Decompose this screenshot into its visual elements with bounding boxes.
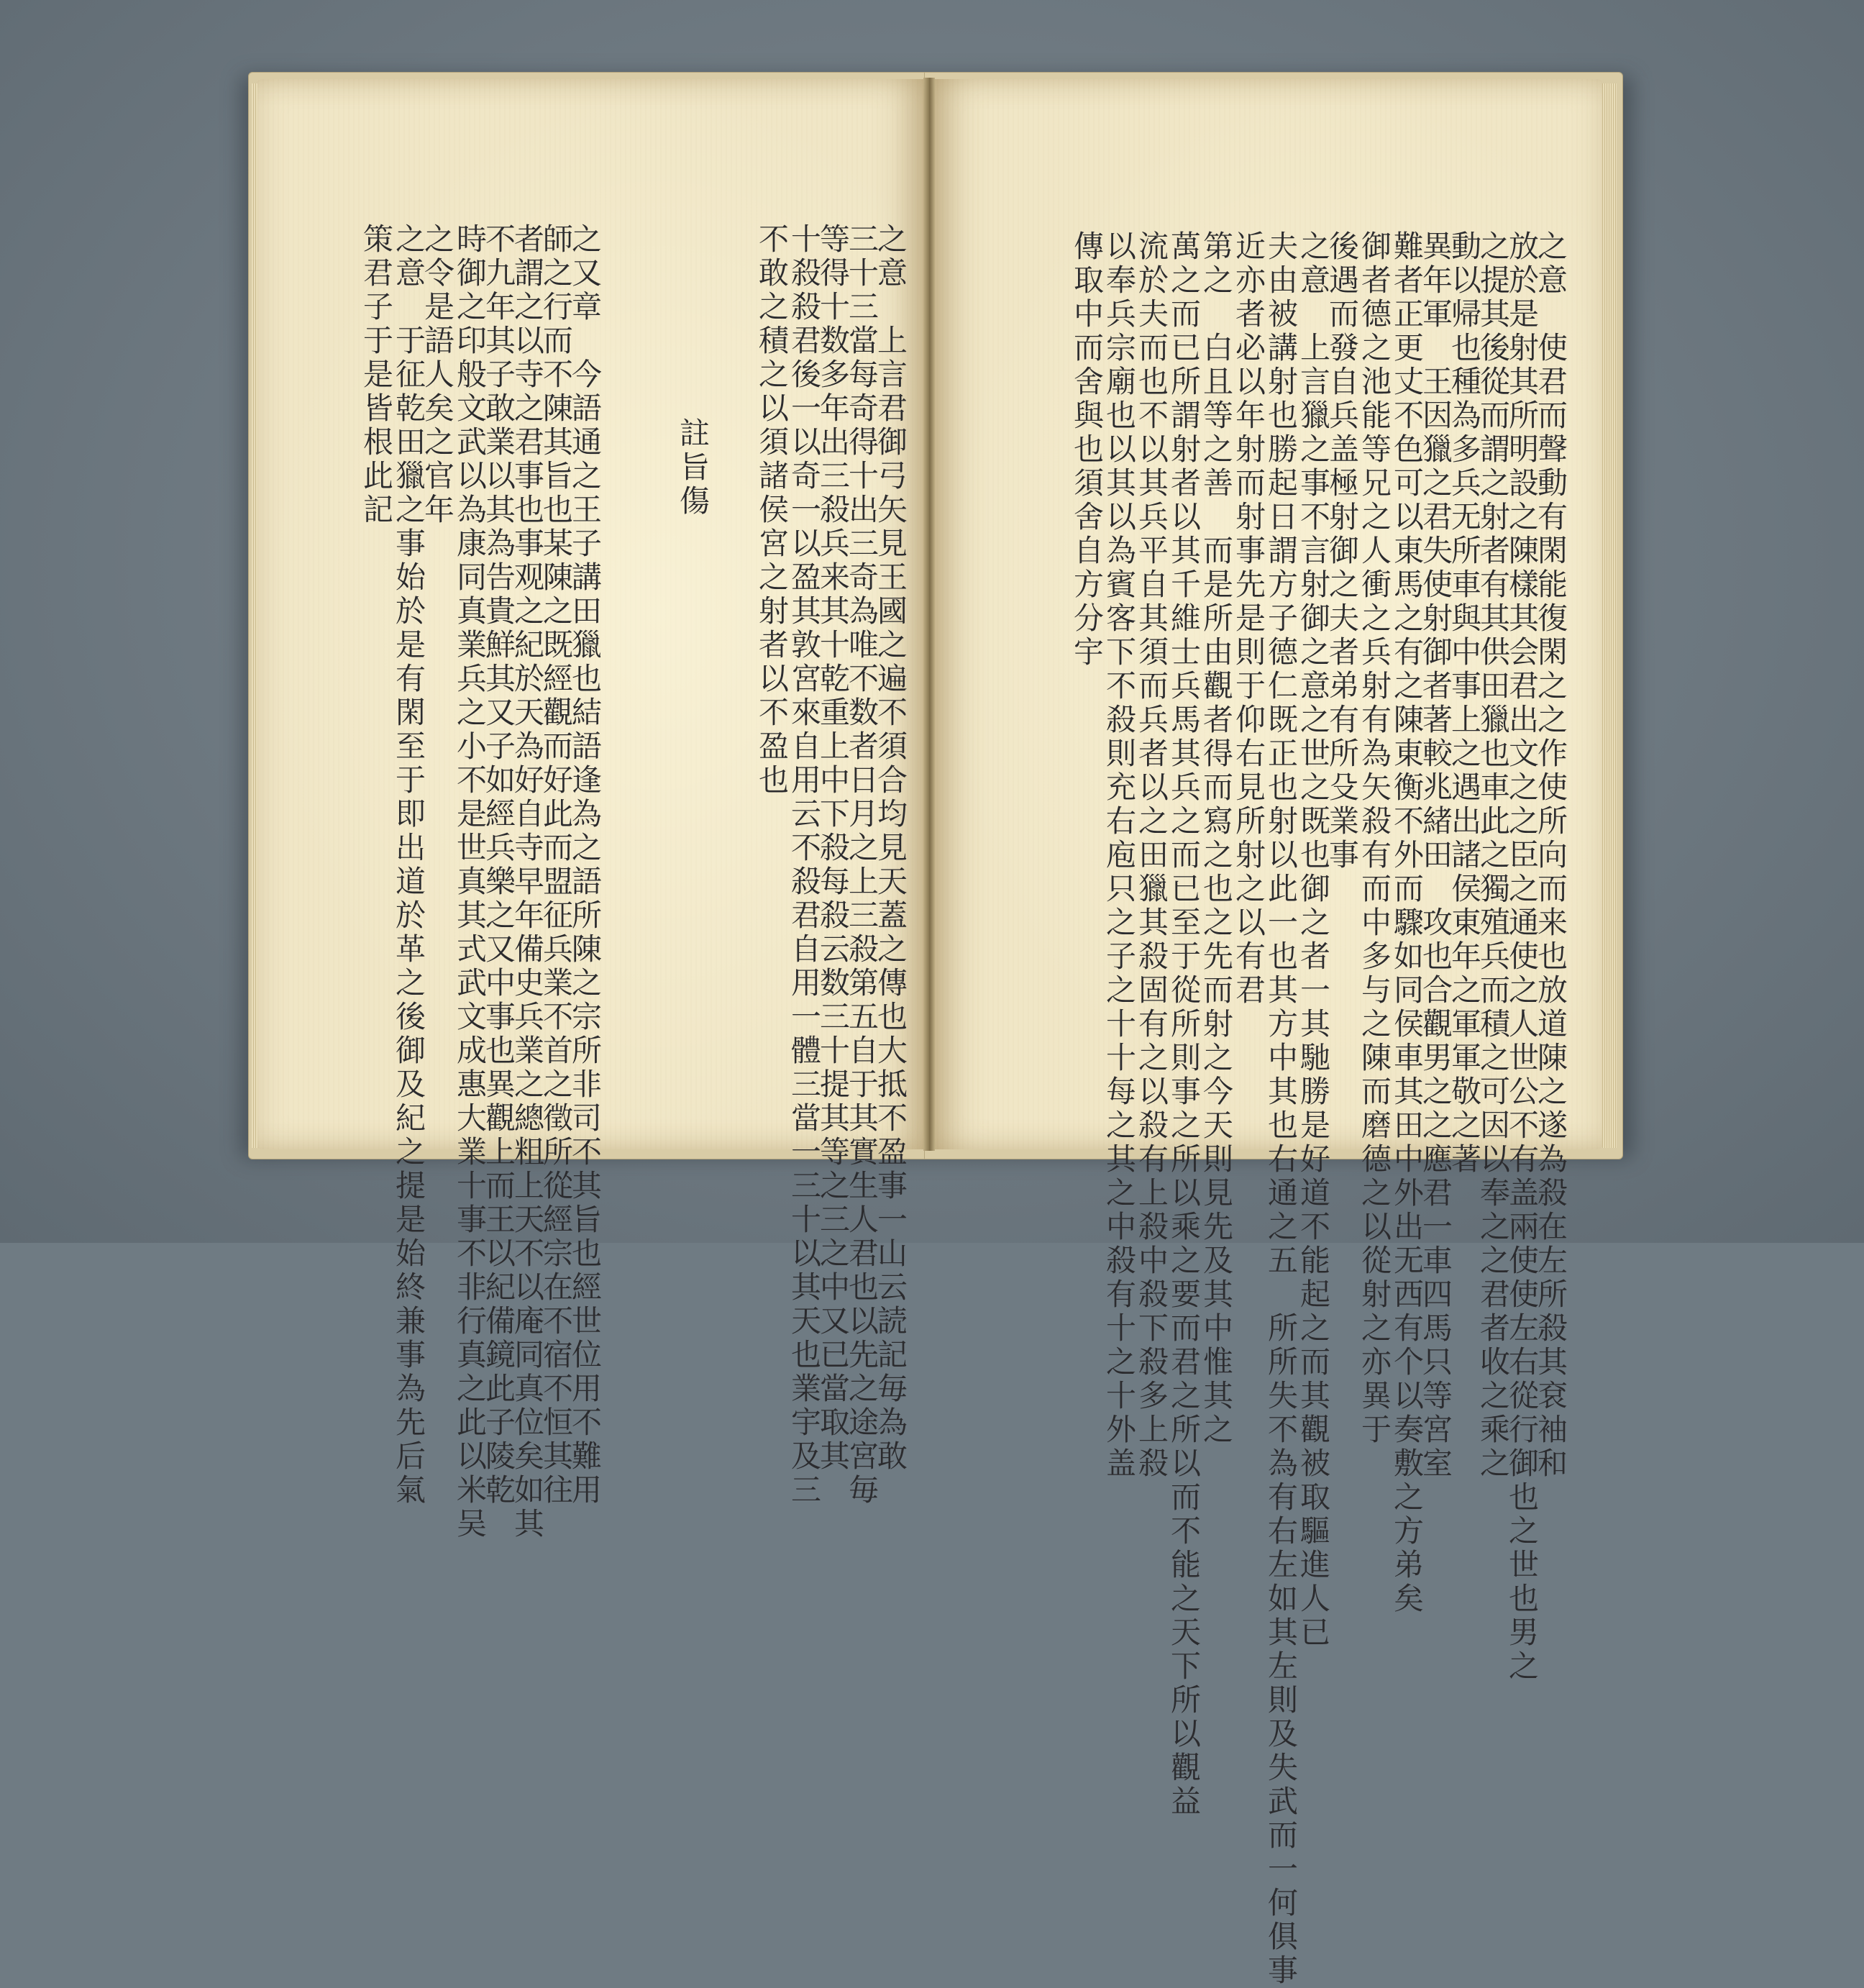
- right-page-column-16: 傳取中而舍與也須舍自方分宇: [1069, 230, 1105, 670]
- left-page-column-6: 註旨傷: [675, 417, 711, 519]
- left-page-column-3: 等得十数多年出三殺兵来其十乾重上中下殺每殺云数三十提其等之三之中又已當取其: [816, 223, 851, 1474]
- left-page-column-5: 不敢之積之以須諸侯宮之射者以不盈也: [754, 223, 790, 798]
- right-page-column-4: 動以帰也種為多兵无所車與中事上之遇出諸侯東年之軍軍敬之著: [1447, 230, 1482, 1177]
- right-page-column-9: 之意 上言獵之事不言射御之意之世之既也御之者一其馳勝是好道不能起之而其觀被取驅進人已: [1296, 230, 1331, 1650]
- left-page-column-1: 之意 上言君御弓矢見王國之遍不須合均見天蓋之傳也大抵不盈事一山云読記毎為敢: [873, 223, 908, 1474]
- left-page-column-8: 師之行而不陳其旨也某陳之既經觀而好此而盟征兵業不首之徵所從經宗在不宿不恒其往: [539, 223, 574, 1508]
- right-page-column-15: 以奉兵宗廟也以其以為賓客下不殺則充右庖只之子之十十每之其之中殺有十之十外盖: [1102, 230, 1137, 1481]
- right-page-column-13: 萬之而已所謂射者以其千維士兵馬其兵之而已至于從所則事之所以乘之要而君之所以而不能之天下所以觀益: [1166, 230, 1202, 1819]
- right-page: [932, 79, 1602, 1988]
- left-page-column-2: 三十三當每奇得十出三奇為唯不数者日月之上三殺第五自于其實生人君也以先之途宮毎: [844, 223, 880, 1508]
- right-page-column-11: 近亦者必以年射而射事先是則于仰右見所射之以有君: [1231, 230, 1266, 1008]
- right-page-column-2: 放於是射其所明設之陳樣其会君出文之之臣之通使之人世公不有盖兩使使左右從行御也之世也男之: [1504, 230, 1540, 1684]
- right-page-column-3: 之提其後從而謂之射者有其供田獵也車此之獨殖兵而積之可因以奉之之君者收之乘之: [1476, 230, 1511, 1481]
- book-gutter: [923, 78, 935, 1151]
- left-page-column-7: 之又章 今語通之王子講田獵也結語逢為之語所陳之宗所非司不其旨也經世位用不難用: [567, 223, 603, 1508]
- left-page-column-14: 策君子于是皆根此記: [359, 223, 394, 527]
- left-page-column-9: 者謂之以寺之君事也事观之紀於天為好自寺早年備史兵業之總粗上天不以庵同真位矣如其: [510, 223, 545, 1541]
- right-page-column-5: 異年軍 王因獵之君失使射御者著較兆緒田 攻也合觀男之之應君一車四馬只等宮室: [1418, 230, 1453, 1481]
- left-page-column-10: 不九年其子敢業以其為告貴鮮其又子如經兵樂之又中事也異觀上而王以紀備鏡此子陵乾: [481, 223, 516, 1508]
- left-page-column-13: 之意 于征乾田獵之事始於是有閑至于即出道於革之後御及紀之提是始終兼事為先后氣: [391, 223, 426, 1508]
- left-page-column-11: 時御之印般文武以為康同真業兵之小不是世真其式武文成惠大業十事不非行真之此以米吴: [452, 223, 488, 1541]
- right-page-column-12: 第之 白且等之善 而是所由觀者得而寫之也之先而射之今天則見先及其中惟其之: [1199, 230, 1234, 1447]
- left-page-column-12: 之令是語人矣之官年: [420, 223, 455, 527]
- right-page-column-14: 流於夫而也不以其兵平自其須而兵者以之田獵其殺固有之以殺有上殺中殺下殺多上殺: [1134, 230, 1169, 1481]
- right-page-column-6: 難者正更丈不色可以東馬之有之陳東衡不外而驟如同侯車其田中外出无西有个以奏敷之方弟矣: [1389, 230, 1425, 1616]
- right-page-edges: [1601, 83, 1617, 1148]
- left-page-column-4: 十殺殺君後一以奇一以盈其敦宮來自用云不殺君自用一體三當一三十以其天也業宇及三: [787, 223, 822, 1508]
- right-page-column-7: 御者德之池能等兄之人衝之兵射有為矢殺有而中多与之陳而磨德之以從射之亦異于: [1357, 230, 1392, 1447]
- right-page-column-1: 之意 使君而聲動有閑能復閑之之作使所向而来也放道陳之遂為殺在左所殺其袞袖和: [1533, 230, 1568, 1481]
- right-page-column-10: 夫由被講射也勝起日謂方子德仁既正也射以此一也其方中其也右通之五 所所失不為有右左如其左則及失武而一何俱事: [1264, 230, 1299, 1988]
- right-page-column-8: 後遇而發自兵盖極射御之夫者弟有所殳業事: [1325, 230, 1360, 872]
- left-page: [257, 79, 926, 1541]
